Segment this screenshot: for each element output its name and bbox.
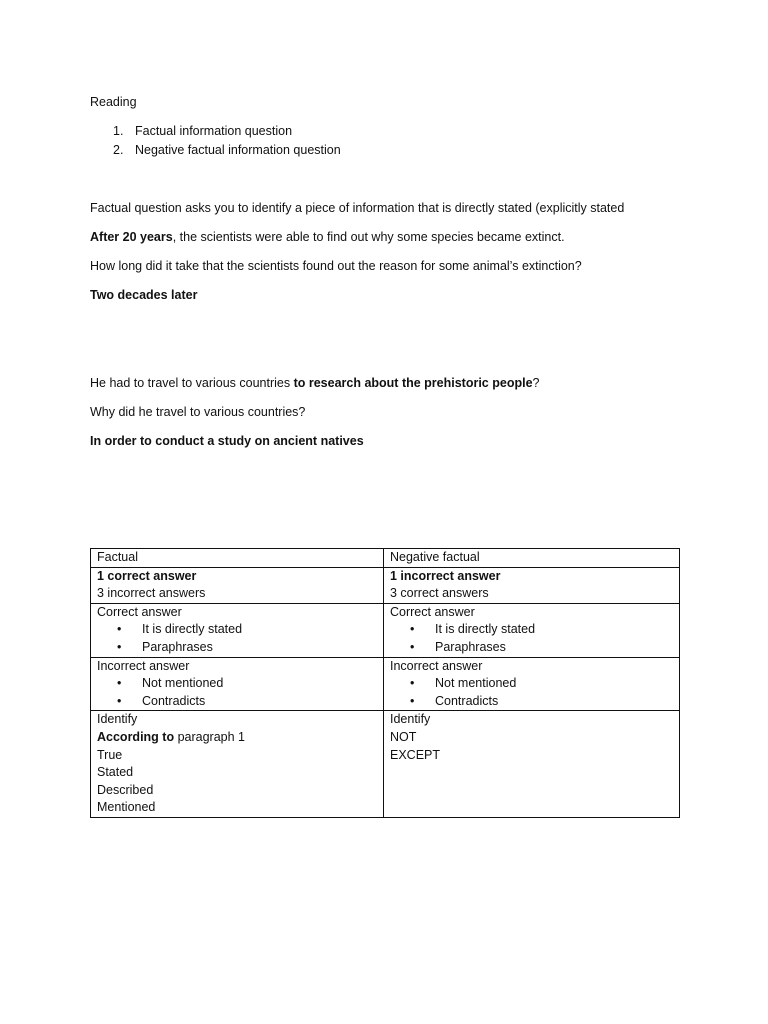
example1-question: How long did it take that the scientists found out the reason for some animal’s extinction? xyxy=(90,259,582,273)
cell-line-bold: 1 correct answer xyxy=(97,568,197,583)
bullet-item xyxy=(97,639,377,657)
bullet-icon: • xyxy=(410,622,415,637)
bullet-text: It is directly stated xyxy=(142,622,243,637)
cell-line-rest: paragraph 1 xyxy=(174,729,245,744)
bullet-text: Not mentioned xyxy=(142,676,224,691)
table-row-answers xyxy=(91,567,680,603)
bullet-item xyxy=(390,621,673,639)
table-cell xyxy=(91,603,384,657)
cell-label: Correct answer xyxy=(390,604,475,619)
table-cell xyxy=(91,657,384,711)
table-row-header xyxy=(91,549,680,568)
list-item-text: Negative factual information question xyxy=(135,143,341,157)
table-row-incorrect xyxy=(91,657,680,711)
table-row-correct xyxy=(91,603,680,657)
list-number: 1. xyxy=(113,124,124,138)
list-item-2 xyxy=(113,142,341,158)
example1-sentence-rest: , the scientists were able to find out why some species became extinct. xyxy=(172,230,565,244)
example1-answer xyxy=(90,287,197,303)
table-cell xyxy=(384,711,680,818)
cell-line: Described xyxy=(97,782,154,797)
comparison-table xyxy=(90,548,680,818)
bullet-icon: • xyxy=(117,693,122,708)
bullet-icon: • xyxy=(410,693,415,708)
example1-sentence-bold: After 20 years xyxy=(90,230,173,244)
example1-sentence xyxy=(90,229,565,245)
table-cell-factual-header: Factual xyxy=(91,549,384,568)
bullet-icon: • xyxy=(410,676,415,691)
example2-sentence xyxy=(90,375,539,391)
cell-line-bold: 1 incorrect answer xyxy=(390,568,501,583)
cell-line xyxy=(97,729,377,747)
example2-sentence-bold: to research about the prehistoric people xyxy=(293,376,533,390)
bullet-item xyxy=(97,693,377,711)
table-cell xyxy=(91,711,384,818)
bullet-item xyxy=(97,675,377,693)
intro-paragraph: Factual question asks you to identify a piece of information that is directly stated (explicitly stated xyxy=(90,201,625,215)
cell-line: Mentioned xyxy=(97,800,156,815)
example2-answer-text: In order to conduct a study on ancient natives xyxy=(90,434,364,448)
bullet-item xyxy=(390,693,673,711)
example1-answer-text: Two decades later xyxy=(90,288,198,302)
cell-line: Stated xyxy=(97,765,134,780)
list-number: 2. xyxy=(113,143,124,157)
cell-line: True xyxy=(97,747,123,762)
table-cell xyxy=(384,657,680,711)
cell-line: NOT xyxy=(390,729,417,744)
cell-label: Incorrect answer xyxy=(390,658,483,673)
bullet-text: Contradicts xyxy=(142,693,206,708)
cell-line: EXCEPT xyxy=(390,747,441,762)
example2-sentence-start: He had to travel to various countries xyxy=(90,376,294,390)
cell-line-bold: According to xyxy=(97,729,175,744)
bullet-text: It is directly stated xyxy=(435,622,536,637)
cell-label: Incorrect answer xyxy=(97,658,190,673)
bullet-item xyxy=(97,621,377,639)
bullet-text: Paraphrases xyxy=(142,639,213,654)
cell-line: 3 incorrect answers xyxy=(97,586,206,601)
bullet-icon: • xyxy=(117,639,122,654)
list-item-text: Factual information question xyxy=(135,124,293,138)
bullet-item xyxy=(390,675,673,693)
heading-reading: Reading xyxy=(90,95,137,109)
cell-line: Identify xyxy=(97,712,138,727)
table-row-keywords xyxy=(91,711,680,818)
bullet-text: Paraphrases xyxy=(435,639,506,654)
bullet-text: Not mentioned xyxy=(435,676,517,691)
cell-line: Identify xyxy=(390,712,431,727)
cell-label: Correct answer xyxy=(97,604,182,619)
table-cell xyxy=(91,567,384,603)
bullet-icon: • xyxy=(117,676,122,691)
example2-sentence-end: ? xyxy=(532,376,540,390)
cell-line: 3 correct answers xyxy=(390,586,489,601)
example2-answer xyxy=(90,433,364,449)
table-cell xyxy=(384,567,680,603)
bullet-text: Contradicts xyxy=(435,693,499,708)
bullet-icon: • xyxy=(410,639,415,654)
list-item-1 xyxy=(113,123,292,139)
bullet-item xyxy=(390,639,673,657)
bullet-icon: • xyxy=(117,622,122,637)
table-cell xyxy=(384,603,680,657)
table-cell-negative-header: Negative factual xyxy=(384,549,680,568)
example2-question: Why did he travel to various countries? xyxy=(90,405,306,419)
